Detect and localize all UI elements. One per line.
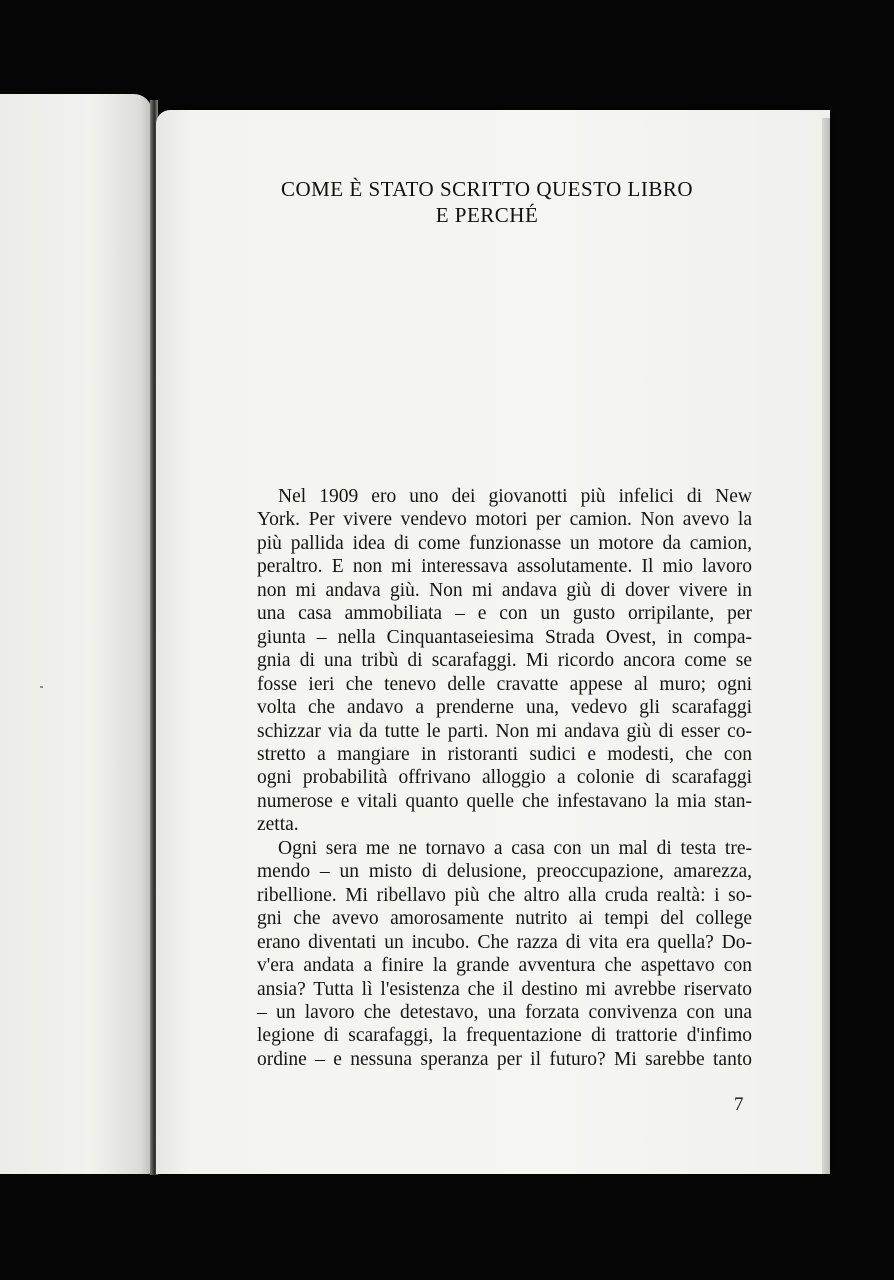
text-line: ordine – e nessuna speranza per il futuro? Mi sarebbe tanto xyxy=(257,1048,752,1070)
text-line: York. Per vivere vendevo motori per camion. Non avevo la xyxy=(257,509,752,531)
left-page-blank xyxy=(0,94,152,1174)
chapter-title-line-2: E PERCHÉ xyxy=(435,203,539,227)
page-edge xyxy=(822,118,830,1174)
text-line: legione di scarafaggi, la frequentazione di trattorie d'infimo xyxy=(257,1025,752,1047)
text-line: non mi andava giù. Non mi andava giù di dover vivere in xyxy=(257,579,752,601)
text-line: – un lavoro che detestavo, una forzata convivenza con una xyxy=(257,1001,752,1023)
text-line: gni che avevo amorosamente nutrito ai tempi del college xyxy=(257,908,752,930)
text-line: giunta – nella Cinquantaseiesima Strada Ovest, in compa- xyxy=(257,626,752,648)
text-line: v'era andata a finire la grande avventura che aspettavo con xyxy=(257,955,752,977)
text-line: ribellione. Mi ribellavo più che altro alla cruda realtà: i so- xyxy=(257,884,752,906)
page-number: 7 xyxy=(734,1094,744,1115)
paper-speck xyxy=(40,686,43,688)
text-line: peraltro. E non mi interessava assolutamente. Il mio lavoro xyxy=(257,556,752,578)
text-line: numerose e vitali quanto quelle che infestavano la mia stan- xyxy=(257,790,752,812)
text-line: fosse ieri che tenevo delle cravatte appese al muro; ogni xyxy=(257,673,752,695)
text-line: volta che andavo a prenderne una, vedevo gli scarafaggi xyxy=(257,697,752,719)
text-line: Ogni sera me ne tornavo a casa con un mal di testa tre- xyxy=(278,837,752,859)
text-line: Nel 1909 ero uno dei giovanotti più infelici di New xyxy=(278,486,752,507)
text-line: mendo – un misto di delusione, preoccupazione, amarezza, xyxy=(257,861,752,883)
text-line: ogni probabilità offrivano alloggio a colonie di scarafaggi xyxy=(257,767,752,789)
text-line: più pallida idea di come funzionasse un motore da camion, xyxy=(257,532,752,554)
text-line: una casa ammobiliata – e con un gusto orripilante, per xyxy=(257,603,752,625)
text-line: schizzar via da tutte le parti. Non mi andava giù di esser co- xyxy=(257,720,752,742)
chapter-title-line-1: COME È STATO SCRITTO QUESTO LIBRO xyxy=(280,177,694,201)
body-text xyxy=(257,485,752,1071)
text-line: gnia di una tribù di scarafaggi. Mi ricordo ancora come se xyxy=(257,650,752,672)
chapter-title xyxy=(200,176,774,228)
text-line: erano diventati un incubo. Che razza di vita era quella? Do- xyxy=(257,931,752,953)
text-line: stretto a mangiare in ristoranti sudici e modesti, che con xyxy=(257,743,752,765)
text-line: ansia? Tutta lì l'esistenza che il destino mi avrebbe riservato xyxy=(257,978,752,1000)
text-line: zetta. xyxy=(257,814,299,836)
